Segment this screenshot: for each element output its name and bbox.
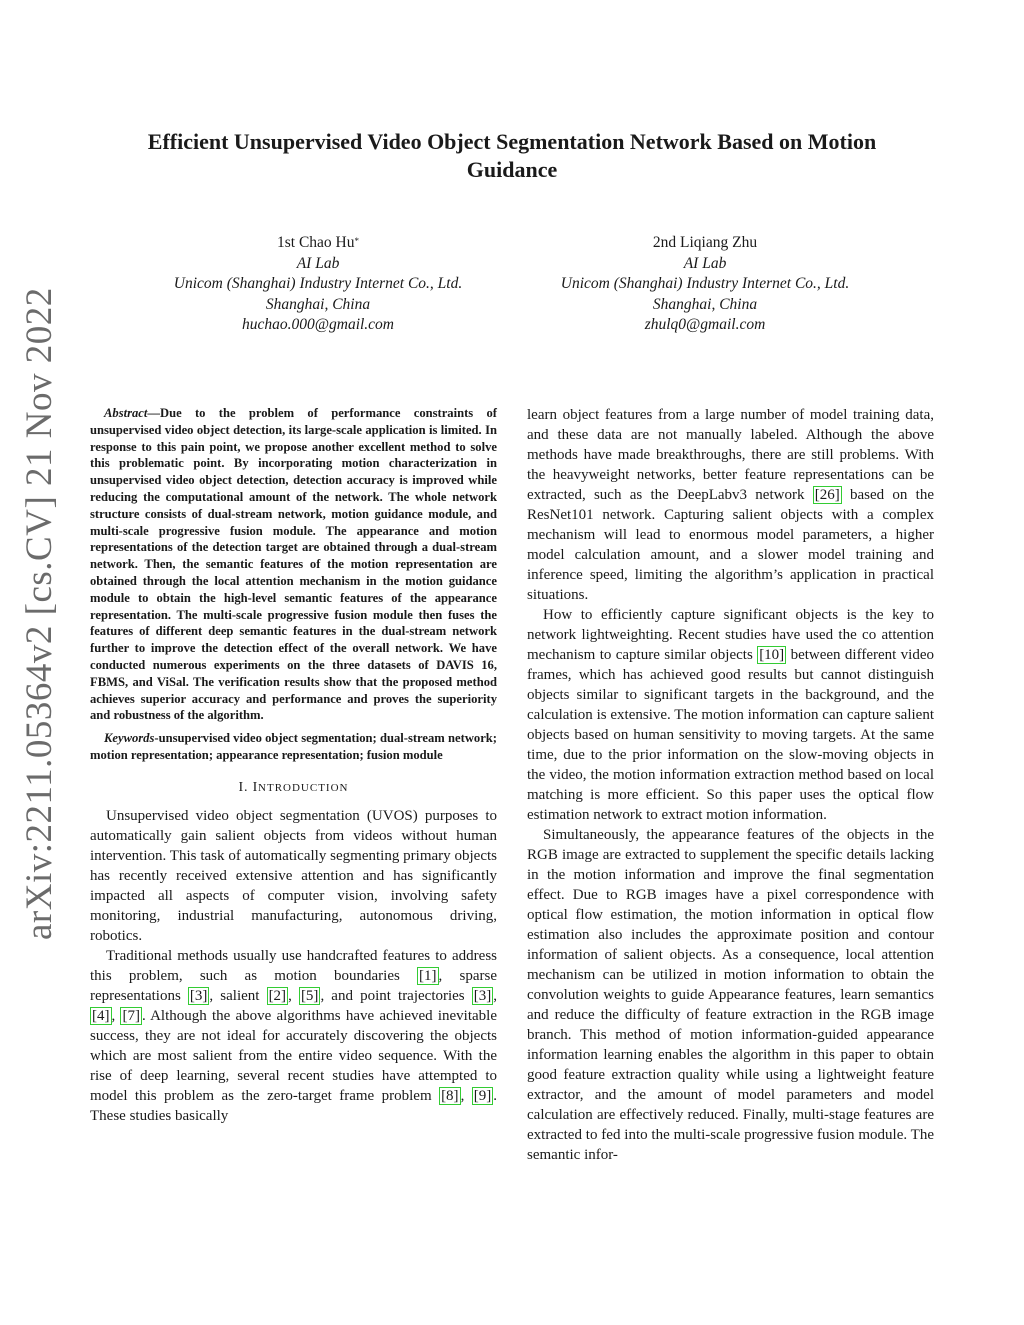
intro-paragraph-continued [527,405,934,605]
left-column [90,405,497,1126]
arxiv-identifier: arXiv:2211.05364v2 [cs.CV] 21 Nov 2022 [19,287,60,940]
keywords-label: Keywords [104,731,155,746]
citation-link[interactable]: [5] [300,987,319,1004]
keywords [90,730,497,764]
text-run: , and point trajectories [320,987,472,1004]
author-org: Unicom (Shanghai) Industry Internet Co., Ltd. [173,275,463,292]
intro-paragraph-3 [527,605,934,825]
intro-paragraph-4: Simultaneously, the appearance features of the objects in the RGB image are extracted to supplement the specific details lacking in the motion information and improve the final segmentation effect. Due to RGB images have a pixel correspondence with optical flow estimation, the motion information in optical flow estimation also includes the approximate position and contour information of salient objects. As a consequence, local attention mechanism can be utilized in motion information to obtain the convolution weights to guide Appearance features, learn semantics and reduce the difficulty of feature extraction in the RGB image branch. This method of motion information-guided appearance information learning enables the algorithm in this paper to obtain good feature extraction quality while using a lightweight feature extractor, and the amount of model parameters and model calculation are effectively reduced. Finally, multi-stage features are extracted to fed into the multi-scale progressive fusion module. The semantic infor- [527,827,934,1163]
author-dept: AI Lab [296,254,340,272]
abstract [90,405,497,724]
abstract-text: —Due to the problem of performance constraints of unsupervised video object detection, its large-scale application is limited. In response to this pain point, we propose another excellent method to solve this problematic point. By incorporating motion characterization in unsupervised video object detection, detection accuracy is improved while reducing the computational amount of the network. The whole network structure consists of dual-stream network, motion guidance module, and multi-scale progressive fusion module. The appearance and motion representations of the detection target are obtained through a dual-stream network. Then, the semantic features of the motion representation are obtained through the local attention mechanism in the motion guidance module to obtain the high-level semantic features of the appearance representation. The multi-scale progressive fusion module then fuses the features of different deep semantic features in the dual-stream network further to improve the detection effect of the overall network. We have conducted numerous experiments on the three datasets of DAVIS 16, FBMS, and ViSal. The verification results show that the proposed method achieves superior accuracy and performance and proves the superiority and robustness of the algorithm. [90,406,497,723]
text-run: How to efficiently capture significant objects is the key to network lightweighting. Recent studies have used the co attention mechanism to capture similar objects [527,607,934,663]
intro-paragraph-1: Unsupervised video object segmentation (UVOS) purposes to automatically gain salient objects from videos without human intervention. This task of automatically segmenting primary objects has recently received extensive attention and has significantly impacted all aspects of computer vision, involving safety monitoring, industrial manufacturing, autonomous driving, robotics. [90,807,497,944]
author-dept: AI Lab [683,254,727,272]
citation-link[interactable]: [2] [268,987,287,1004]
text-run: , [460,1087,472,1104]
text-run: Traditional methods usually use handcrafted features to address this problem, such as motion boundaries [90,947,497,984]
text-run: based on the ResNet101 network. Capturing salient objects with a complex mechanism will lead to enormous model parameters, a higher model calculation amount, and a slower model training and inference speed, limiting the algorithm’s application in practical situations. [527,487,934,603]
citation-link[interactable]: [8] [441,1087,459,1104]
text-run: . Although the above algorithms have achieved inevitable success, they are not ideal for accurately discovering the objects which are most salient from the entire video sequence. With the rise of deep learning, several recent studies have attempted to model this problem as the zero-target frame problem [90,1007,497,1104]
keywords-text: -unsupervised video object segmentation; dual-stream network; motion representation; appearance representation; fusion module [90,731,497,762]
author-email[interactable]: huchao.000@gmail.com [241,316,395,333]
intro-paragraph-2 [90,946,497,1126]
citation-link[interactable]: [3] [473,987,492,1004]
section-heading-introduction [90,780,497,796]
abstract-label: Abstract [104,406,148,420]
paper-title: Efficient Unsupervised Video Object Segmentation Network Based on Motion Guidance [147,129,877,182]
right-column [527,405,934,1165]
citation-link[interactable]: [10] [759,647,785,663]
author-name: 1st Chao Hu [277,234,355,251]
text-run: . These studies basically [90,1087,497,1124]
citation-link[interactable]: [26] [814,487,840,503]
citation-link[interactable]: [1] [419,967,437,984]
text-run: learn object features from a large number of model training data, and these data are not manually labeled. Although the above methods have made breakthroughs, there are still problems. With the heavyweight networks, better feature representations can be extracted, such as the DeepLabv3 network [527,407,934,503]
author-block-1 [118,233,518,336]
author-email[interactable]: zhulq0@gmail.com [644,316,766,333]
text-run: , [493,987,498,1004]
section-rest: NTRODUCTION [258,781,349,794]
author-city: Shanghai, China [652,295,758,313]
citation-link[interactable]: [3] [189,987,208,1004]
citation-link[interactable]: [7] [122,1007,140,1024]
citation-link[interactable]: [9] [473,1087,492,1104]
text-run: , [111,1007,121,1024]
author-block-2 [505,233,905,336]
author-city: Shanghai, China [265,295,371,313]
text-run: , sparse representations [90,967,497,1004]
text-run: , salient [209,987,267,1004]
citation-link[interactable]: [4] [92,1007,110,1024]
author-name: 2nd Liqiang Zhu [652,234,758,251]
corresponding-author-mark: * [354,236,359,246]
section-initial: I [252,779,259,795]
author-org: Unicom (Shanghai) Industry Internet Co., Ltd. [560,275,850,292]
text-run: between different video frames, which has achieved good results but cannot distinguish objects similar to significant targets in the background, and the calculation is extensive. The motion information can capture salient objects based on human sensitivity to moving targets. At the same time, due to the prior information on the slow-moving objects in the video, the motion information extraction method based on local matching is more efficient. So this paper uses the optical flow estimation network to extract motion information. [527,647,934,823]
section-number: I. [238,779,249,795]
text-run: , [288,987,299,1004]
